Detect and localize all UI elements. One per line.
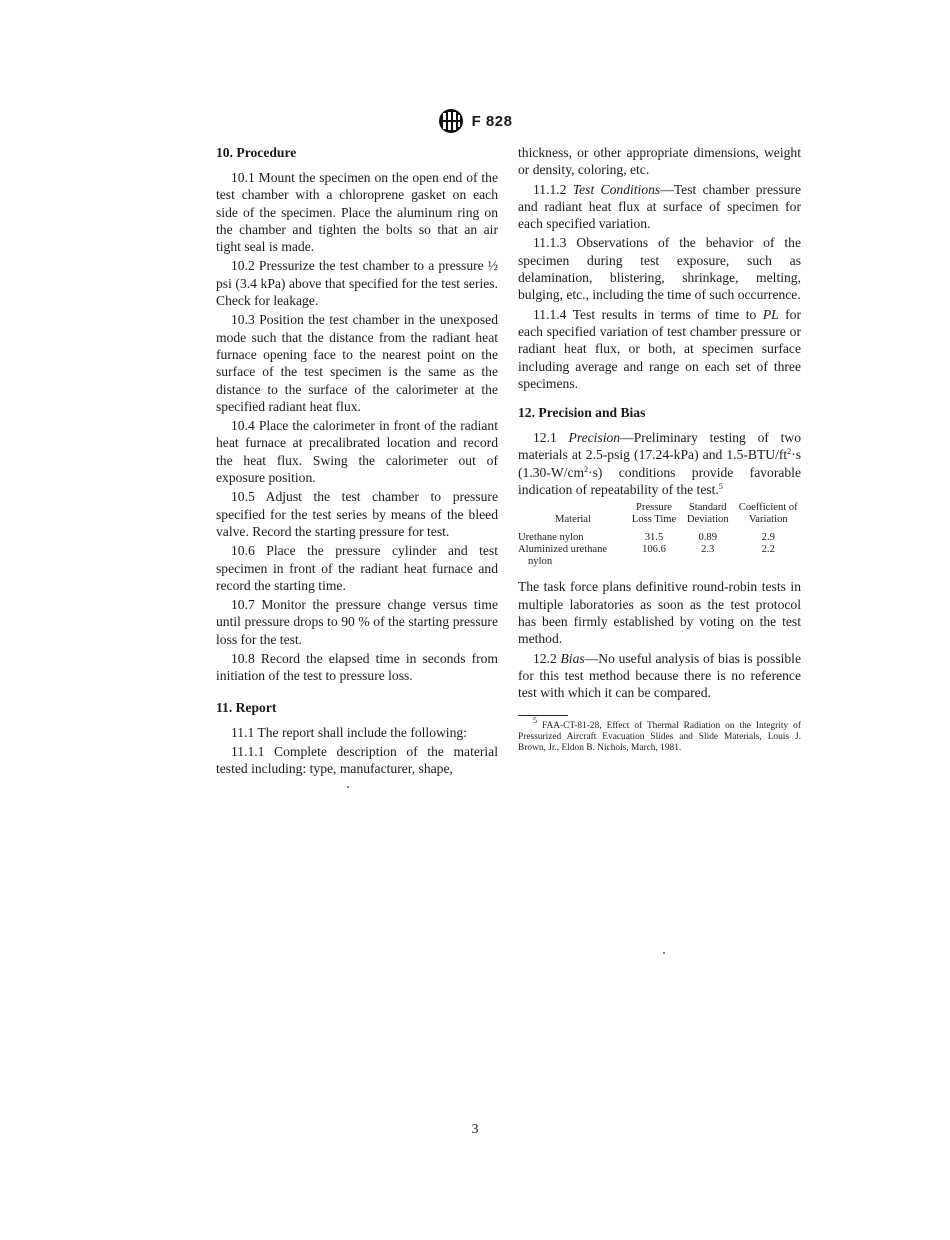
paragraph-11-1-1: 11.1.1 Complete description of the material tested including: type, manufacturer, shape, [216,743,498,777]
paragraph-10-4: 10.4 Place the calorimeter in front of the radiant heat furnace at precalibrated location and record the heat flux. Swing the calorimeter out of exposure position. [216,418,498,486]
left-column [216,144,498,780]
right-column [518,144,801,756]
cell-standard-deviation: 0.89 [698,532,717,544]
scan-speck [663,952,665,954]
footnote-divider [518,715,568,716]
page-header [0,108,950,134]
section-12-heading: 12. Precision and Bias [518,405,646,421]
footnote-reference: 5 [718,482,723,492]
page-number: 3 [471,1122,479,1137]
astm-logo-icon [438,108,464,134]
paragraph-10-3: 10.3 Position the test chamber in the unexposed mode such that the distance from the radiant heat furnace opening face to the nearest point on the surface of the test specimen is the same as the distance to the surface of the calorimeter at the specified radiant heat flux. [216,312,498,414]
paragraph-10-6: 10.6 Place the pressure cylinder and test specimen in front of the radiant heat furnace and record the starting time. [216,543,498,593]
table-row [518,532,801,544]
cell-coefficient-of-variation: 2.9 [761,532,775,544]
scan-speck [347,786,349,788]
cell-standard-deviation: 2.3 [701,544,715,556]
precision-table [518,502,801,568]
cell-coefficient-of-variation: 2.2 [761,544,775,556]
header-standard-deviation: Standard Deviation [686,502,729,526]
paragraph-11-1-4: 11.1.4 Test results in terms of time to PL for each specified variation of test chamber pressure or radiant heat flux, or both, at specimen surface including average and range on each set of three specimens. [518,306,802,391]
paragraph-10-7: 10.7 Monitor the pressure change versus time until pressure drops to 90 % of the starting pressure loss for the test. [216,597,498,647]
paragraph-10-1: 10.1 Mount the specimen on the open end of the test chamber with a chloroprene gasket on each side of the specimen. Place the aluminum ring on the chamber and tighten the bolts so that an air tight seal is made. [216,170,498,255]
cell-pressure-loss-time: 31.5 [644,532,664,544]
paragraph-10-5: 10.5 Adjust the test chamber to pressure specified for the test series by means of the bleed valve. Record the starting pressure for test. [216,489,498,539]
paragraph-10-8: 10.8 Record the elapsed time in seconds from initiation of the test to pressure loss. [216,651,498,684]
paragraph-11-1-2: 11.1.2 Test Conditions—Test chamber pressure and radiant heat flux at surface of specimen for each specified variation. [518,181,801,232]
header-pressure-loss-time: Pressure Loss Time [631,502,677,526]
paragraph-12-2: 12.2 Bias—No useful analysis of bias is possible for this test method because there is no reference test with which it can be compared. [518,650,801,701]
cell-material: Aluminized urethane nylon [518,544,608,568]
document-designation: F 828 [471,112,513,130]
section-10-heading: 10. Procedure [216,145,297,160]
paragraph-10-2: 10.2 Pressurize the test chamber to a pressure ½ psi (3.4 kPa) above that specified for the test series. Check for leakage. [216,258,498,309]
paragraph-11-1-1-continued: thickness, or other appropriate dimensions, weight or density, coloring, etc. [518,145,801,178]
footnote: $^5$ FAA-CT-81-28, Effect of Thermal Radiation on the Integrity of Pressurized Aircraft Evacuation Slides and Slide Materials, Louis J. Brown, Jr., Eldon B. Nichols, March, 1981. [518,716,801,754]
cell-material: Urethane nylon [518,532,584,544]
cell-pressure-loss-time: 106.6 [642,544,666,556]
header-material: Material [555,514,591,526]
table-row [518,544,801,568]
paragraph-after-table: The task force plans definitive round-robin tests in multiple laboratories as soon as the test protocol has been firmly established by voting on the test method. [518,579,801,647]
paragraph-11-1-3: 11.1.3 Observations of the behavior of the specimen during test exposure, such as delamination, blistering, shrinkage, melting, bulging, etc., including the time of such occurrence. [518,235,801,303]
paragraph-12-1: 12.1 Precision—Preliminary testing of two materials at 2.5-psig (17.24-kPa) and $1.5-BTU/ft^2\cdot s$ $(1.30-W/cm^2\cdot s)$ conditions provide favorable indication of repeatability of the test.$^5$ [518,430,802,498]
header-coefficient-of-variation: Coefficient of Variation [738,502,798,526]
table-header-row [518,502,801,532]
paragraph-11-1: 11.1 The report shall include the following: [231,724,467,740]
section-11-heading: 11. Report [216,699,277,715]
